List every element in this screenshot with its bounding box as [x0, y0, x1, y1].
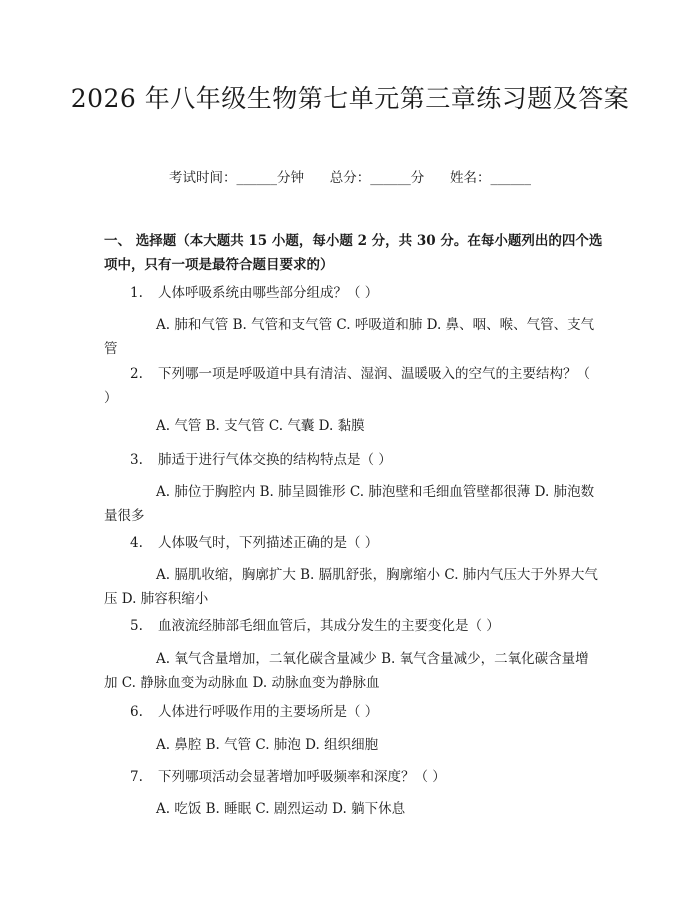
question-number: 3.: [130, 452, 143, 468]
question-number: 5.: [130, 618, 143, 634]
question-4-stem: [104, 531, 600, 555]
document-title: 2026 年八年级生物第七单元第三章练习题及答案: [70, 84, 630, 113]
question-number: 2.: [130, 366, 143, 382]
question-number: 6.: [130, 704, 143, 720]
question-text: 血液流经肺部毛细血管后，其成分发生的主要变化是（ ）: [158, 618, 500, 634]
question-3-stem: [104, 448, 600, 472]
question-number: 1.: [130, 285, 143, 301]
question-number: 7.: [130, 769, 143, 785]
question-text: 下列哪项活动会显著增加呼吸频率和深度？（ ）: [158, 769, 446, 785]
question-6-stem: [104, 700, 600, 724]
question-number: 4.: [130, 535, 143, 551]
question-7-options: A. 吃饭 B. 睡眠 C. 剧烈运动 D. 躺下休息: [156, 801, 406, 817]
question-5-stem: [104, 614, 600, 638]
question-text: 人体呼吸系统由哪些部分组成？（ ）: [158, 285, 379, 301]
question-4-options: A. 膈肌收缩，胸廓扩大 B. 膈肌舒张，胸廓缩小 C. 肺内气压大于外界大气压 D. 肺容积缩小: [104, 567, 598, 607]
question-text: 下列哪一项是呼吸道中具有清洁、湿润、温暖吸入的空气的主要结构？（ ）: [104, 366, 590, 406]
section-heading: 一、 选择题（本大题共 15 小题，每小题 2 分，共 30 分。在每小题列出的四个选项中，只有一项是最符合题目要求的）: [104, 233, 603, 273]
question-2-stem: [104, 362, 600, 410]
question-1-options: A. 肺和气管 B. 气管和支气管 C. 呼吸道和肺 D. 鼻、咽、喉、气管、支气管: [104, 317, 595, 357]
question-text: 人体吸气时，下列描述正确的是（ ）: [158, 535, 379, 551]
question-3-options: A. 肺位于胸腔内 B. 肺呈圆锥形 C. 肺泡壁和毛细血管壁都很薄 D. 肺泡数量很多: [104, 484, 595, 524]
question-6-options: A. 鼻腔 B. 气管 C. 肺泡 D. 组织细胞: [156, 737, 379, 753]
question-7-stem: [104, 765, 600, 789]
question-text: 肺适于进行气体交换的结构特点是（ ）: [158, 452, 392, 468]
question-text: 人体进行呼吸作用的主要场所是（ ）: [158, 704, 379, 720]
question-2-options: A. 气管 B. 支气管 C. 气囊 D. 黏膜: [156, 418, 365, 434]
question-1-stem: [104, 281, 600, 305]
question-5-options: A. 氧气含量增加，二氧化碳含量减少 B. 氧气含量减少，二氧化碳含量增加 C. 静脉血变为动脉血 D. 动脉血变为静脉血: [104, 651, 589, 691]
exam-info-line: 考试时间：______分钟 总分：______分 姓名：______: [169, 170, 531, 186]
